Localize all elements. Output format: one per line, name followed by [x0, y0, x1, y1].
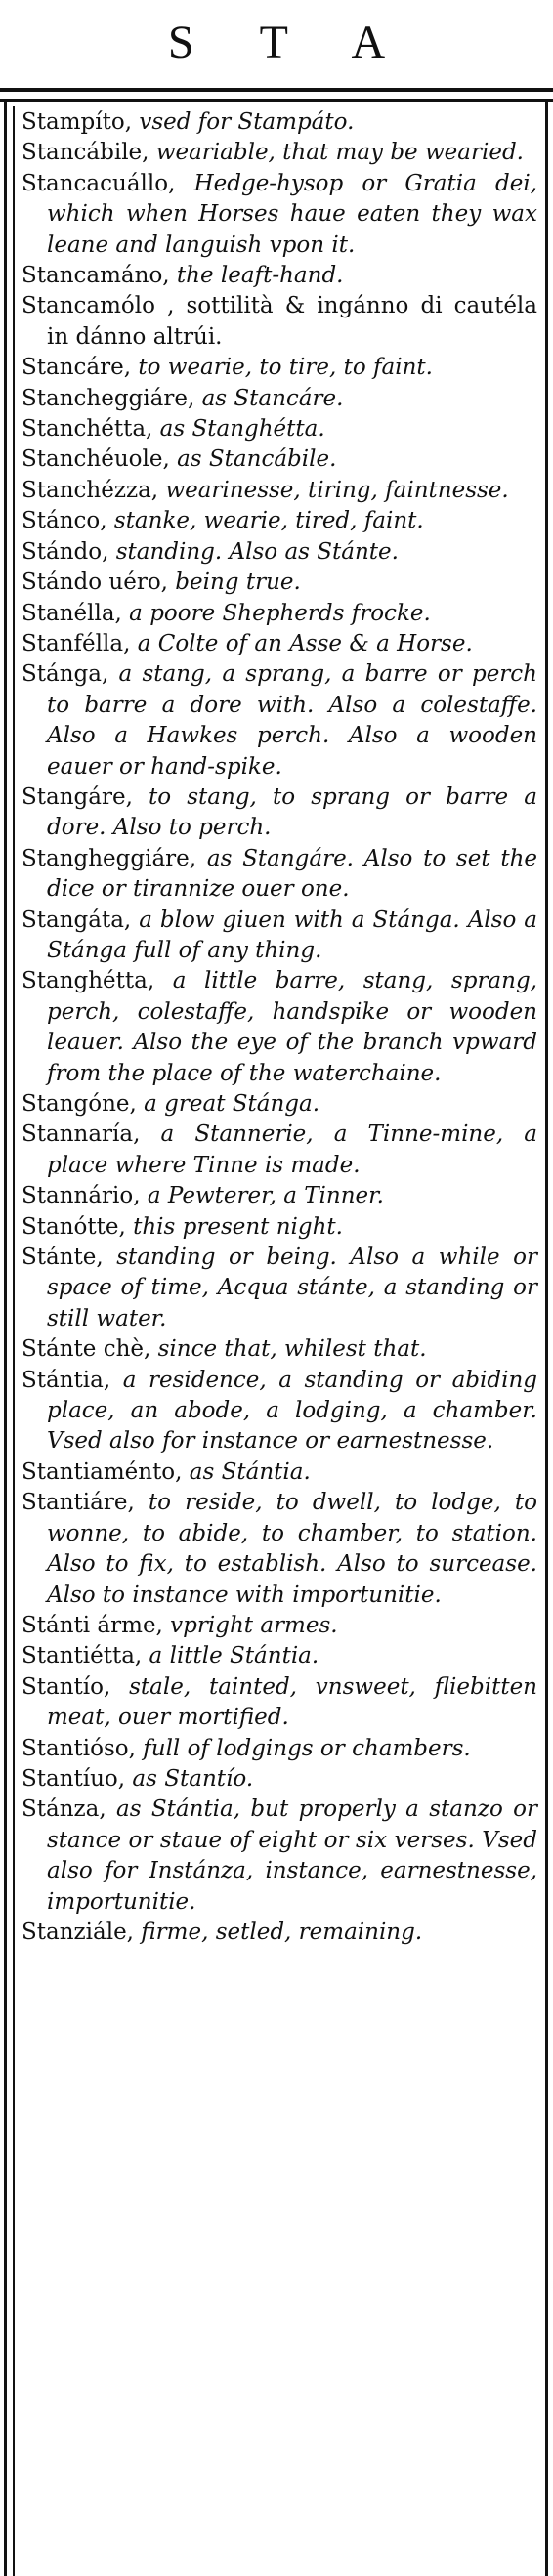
definition: a Stannerie, a Tinne-mine, a place where Tinne is made.: [47, 1121, 537, 1178]
headword: Stancamáno,: [21, 263, 170, 289]
dictionary-entry: [21, 1764, 537, 1795]
definition: to wearie, to tire, to faint.: [131, 355, 433, 381]
dictionary-entry: [21, 506, 537, 536]
headword: Stantiáre,: [21, 1490, 135, 1516]
definition: a blow giuen with a Stánga. Also a Stánga full of any thing.: [47, 907, 537, 963]
definition: as Stancáre.: [194, 385, 344, 411]
dictionary-entry: [21, 1334, 537, 1365]
headword: Stampíto,: [21, 109, 133, 135]
headword: Stannário,: [21, 1183, 141, 1209]
headword: Stántia,: [21, 1367, 111, 1393]
dictionary-entry: [21, 291, 537, 353]
column-inner-rule: [13, 106, 15, 2576]
headword: Stánti árme,: [21, 1612, 163, 1638]
frame-top-rule: [0, 99, 553, 102]
headword: Stándo uéro,: [21, 570, 168, 596]
headword: Stangheggiáre,: [21, 845, 197, 871]
dictionary-entry: [21, 1089, 537, 1119]
definition: to reside, to dwell, to lodge, to wonne, to abide, to chamber, to station. Also to fix, to establish. Also to surcease. Also to instance with importunitie.: [47, 1490, 537, 1608]
headword: Stancábile,: [21, 140, 149, 166]
headword: Stanchétta,: [21, 416, 153, 443]
definition: standing or being. Also a while or space of time, Acqua stánte, a standing or still water.: [47, 1245, 537, 1331]
definition: a great Stánga.: [136, 1091, 320, 1117]
headword: Stanfélla,: [21, 630, 131, 656]
definition: as Stancábile.: [169, 446, 337, 473]
definition: this present night.: [125, 1213, 343, 1240]
headword: Stantiaménto,: [21, 1458, 183, 1485]
dictionary-entry: [21, 1181, 537, 1211]
headword: Stangáta,: [21, 907, 132, 933]
dictionary-entry: [21, 1641, 537, 1671]
headword: Stantióso,: [21, 1735, 136, 1761]
headword: Stanghétta,: [21, 968, 155, 994]
headword: Stancheggiáre,: [21, 385, 195, 411]
definition: a little Stántia.: [142, 1643, 319, 1669]
dictionary-entry: [21, 353, 537, 383]
dictionary-entry: [21, 844, 537, 906]
definition: Hedge-hysop or Gratia dei, which when Horses haue eaten they wax leane and languish vpon it.: [47, 170, 537, 258]
dictionary-entry: [21, 138, 537, 168]
headword: Stanótte,: [21, 1213, 126, 1240]
definition: stanke, wearie, tired, faint.: [106, 508, 424, 534]
definition: a stang, a sprang, a barre or perch to barre a dore with. Also a colestaffe. Also a Hawkes perch. Also a wooden eauer or hand-spike.: [47, 661, 537, 780]
dictionary-entry: [21, 261, 537, 291]
dictionary-entry: [21, 782, 537, 844]
definition: a Colte of an Asse & a Horse.: [130, 630, 473, 656]
dictionary-entry: [21, 629, 537, 659]
headword: Stanchézza,: [21, 477, 159, 503]
dictionary-entry: [21, 107, 537, 138]
frame-right-rule: [545, 99, 548, 2576]
dictionary-entry: [21, 1212, 537, 1243]
headword: Stannaría,: [21, 1121, 141, 1148]
dictionary-entry: [21, 966, 537, 1089]
definition: a poore Shepherds frocke.: [121, 600, 431, 626]
definition: a little barre, stang, sprang, perch, colestaffe, handspike or wooden leauer. Also the eye of the branch vpward from the place of the waterchaine.: [47, 968, 537, 1086]
definition: the leaft-hand.: [169, 263, 344, 289]
dictionary-entry: [21, 1918, 537, 1948]
headword: Stangáre,: [21, 783, 133, 810]
definition: as Stántia.: [182, 1458, 311, 1485]
definition: wearinesse, tiring, faintnesse.: [158, 477, 509, 503]
dictionary-entry: [21, 659, 537, 782]
definition: to stang, to sprang or barre a dore. Also to perch.: [47, 783, 537, 841]
definition: stale, tainted, vnsweet, fliebitten meat, ouer mortified.: [47, 1673, 537, 1731]
headword: Stanziále,: [21, 1919, 134, 1945]
dictionary-entry: [21, 1488, 537, 1611]
headword: Stancacuállo,: [21, 170, 176, 196]
headword: Stánco,: [21, 508, 107, 534]
definition: vpright armes.: [162, 1612, 338, 1638]
definition: a Pewterer, a Tinner.: [140, 1183, 384, 1209]
definition: being true.: [167, 570, 301, 596]
headword: Stánte,: [21, 1245, 104, 1271]
dictionary-entry: [21, 568, 537, 598]
headword: Stánte chè,: [21, 1336, 151, 1363]
dictionary-entry: [21, 1611, 537, 1641]
definition: full of lodgings or chambers.: [135, 1735, 471, 1761]
dictionary-entry: [21, 1366, 537, 1457]
definition: a residence, a standing or abiding place, an abode, a lodging, a chamber. Vsed also for instance or earnestnesse.: [47, 1367, 537, 1455]
dictionary-entry: [21, 1457, 537, 1488]
dictionary-entry: [21, 1243, 537, 1334]
headword: Stánga,: [21, 661, 109, 688]
definition: since that, whilest that.: [150, 1336, 427, 1363]
dictionary-entry: [21, 1795, 537, 1918]
entry-list: [21, 107, 537, 1948]
definition: , sottilità & ingánno di cautéla in dánno altrúi.: [47, 293, 537, 350]
header-rule: [0, 88, 553, 92]
headword: Stancamólo: [21, 293, 155, 319]
dictionary-entry: [21, 1734, 537, 1764]
definition: weariable, that may be wearied.: [149, 140, 524, 166]
dictionary-entry: [21, 414, 537, 444]
headword: Stanélla,: [21, 600, 122, 626]
headword: Stándo,: [21, 538, 109, 565]
dictionary-entry: [21, 476, 537, 506]
definition: as Stangáre. Also to set the dice or tirannize ouer one.: [47, 845, 537, 903]
definition: as Stanghétta.: [152, 416, 325, 443]
dictionary-entry: [21, 444, 537, 475]
dictionary-entry: [21, 906, 537, 967]
headword: Stantiétta,: [21, 1643, 143, 1669]
headword: Stancáre,: [21, 355, 132, 381]
definition: as Stantío.: [125, 1765, 254, 1792]
dictionary-entry: [21, 1672, 537, 1734]
dictionary-entry: [21, 1119, 537, 1181]
headword: Stantío,: [21, 1673, 111, 1700]
dictionary-entry: [21, 537, 537, 568]
definition: firme, setled, remaining.: [134, 1919, 423, 1945]
dictionary-entry: [21, 384, 537, 414]
headword: Stánza,: [21, 1796, 106, 1823]
dictionary-entry: [21, 169, 537, 261]
dictionary-entry: [21, 599, 537, 629]
definition: as Stántia, but properly a stanzo or stance or staue of eight or six verses. Vsed also for Instánza, instance, earnestnesse, importunitie.: [47, 1796, 537, 1915]
frame-left-rule: [4, 99, 7, 2576]
headword: Stantíuo,: [21, 1765, 126, 1792]
definition: standing. Also as Stánte.: [108, 538, 399, 565]
definition: vsed for Stampáto.: [132, 109, 355, 135]
headword: Stangóne,: [21, 1091, 137, 1117]
page-header: S T A: [167, 16, 413, 68]
headword: Stanchéuole,: [21, 446, 170, 473]
